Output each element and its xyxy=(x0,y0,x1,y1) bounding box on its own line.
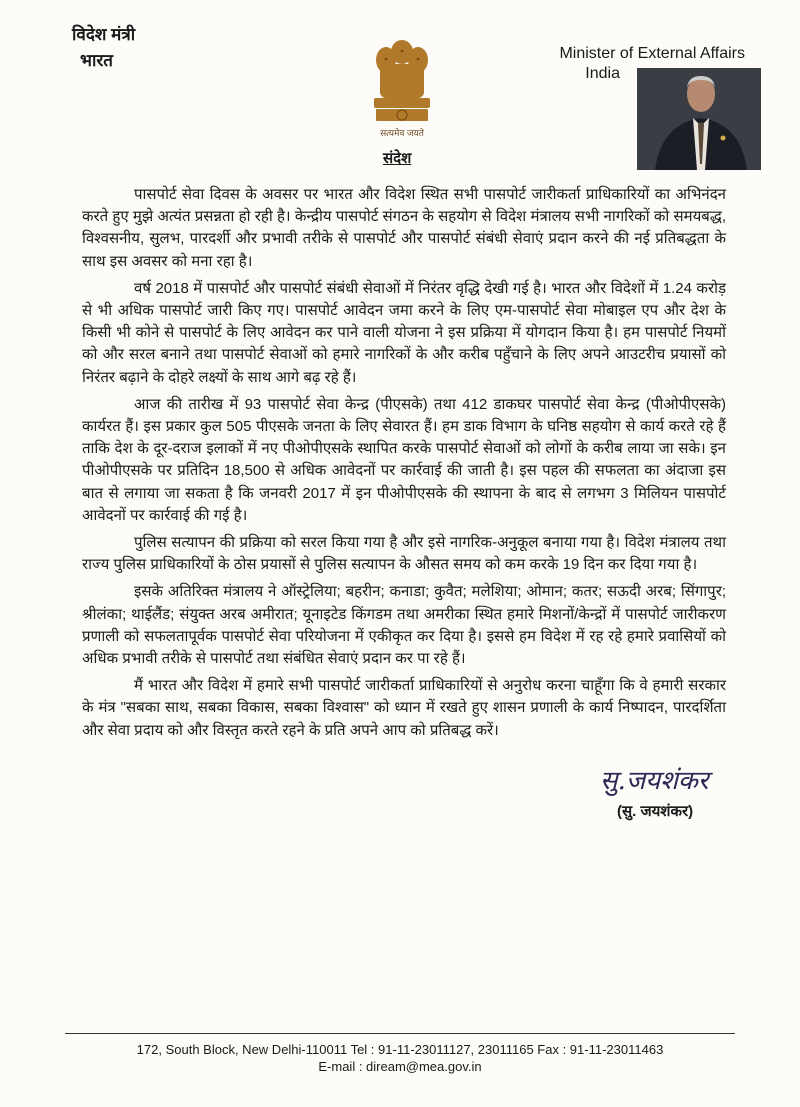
paragraph-4: पुलिस सत्यापन की प्रक्रिया को सरल किया गया है और इसे नागरिक-अनुकूल बनाया गया है। विदेश मंत्रालय तथा राज्य पुलिस प्राधिकारियों के ठोस प्रयासों से पुलिस सत्यापन के औसत समय को कम करके 19 दिन कर दिया गया है। xyxy=(82,534,726,574)
emblem-motto: सत्यमेव जयते xyxy=(380,128,424,138)
footer-email[interactable]: E-mail : diream@mea.gov.in xyxy=(318,1059,482,1074)
handwritten-signature: सु.जयशंकर xyxy=(600,765,709,796)
paragraph-6: मैं भारत और विदेश में हमारे सभी पासपोर्ट जारीकर्ता प्राधिकारियों से अनुरोध करना चाहूँगा कि वे हमारी सरकार के मंत्र "सबका साथ, सबका विकास, सबका विश्वास" को ध्यान में रखते हुए शासन प्रणाली के कार्य निष्पादन, पारदर्शिता और सेवा प्रदाय को और विस्तृत करते रहने के प्रति अपने आप को प्रतिबद्ध करें। xyxy=(82,677,726,739)
hindi-title-line2: भारत xyxy=(80,51,113,70)
hindi-title-line1: विदेश मंत्री xyxy=(72,25,136,44)
minister-photo xyxy=(637,68,761,170)
paragraph-3: आज की तारीख में 93 पासपोर्ट सेवा केन्द्र (पीएसके) तथा 412 डाकघर पासपोर्ट सेवा केन्द्र (पीओपीएसके) कार्यरत हैं। इस प्रकार कुल 505 पीएसके जनता के लिए सेवारत हैं। हम डाक विभाग के घनिष्ठ सहयोग से कार्य करते रहे हैं ताकि देश के दूर-दराज इलाकों में नए पीओपीएसके स्थापित करके पासपोर्ट सेवाओं को लोगों के करीब लाया जा सके। इन पीओपीएसके पर प्रतिदिन 18,500 से अधिक आवेदनों पर कार्रवाई की जाती है। इस पहल की सफलता का अंदाजा इस बात से लगाया जा सकता है कि जनवरी 2017 में इन पीओपीएसके की स्थापना के बाद से लगभग 3 मिलियन पासपोर्ट आवेदनों पर कार्रवाई की गई है। xyxy=(82,395,726,524)
english-title-line2: India xyxy=(585,65,620,82)
page-heading: संदेश xyxy=(383,150,412,167)
footer-address: 172, South Block, New Delhi-110011 Tel : 91-11-23011127, 23011165 Fax : 91-11-23011463 xyxy=(136,1042,664,1057)
paragraph-2: वर्ष 2018 में पासपोर्ट और पासपोर्ट संबंधी सेवाओं में निरंतर वृद्धि देखी गई है। भारत और विदेशों में 1.24 करोड़ से भी अधिक पासपोर्ट जारी किए गए। पासपोर्ट आवेदन जमा करने के लिए एम-पासपोर्ट सेवा मोबाइल एप और देश के किसी भी कोने से पासपोर्ट के लिए आवेदन कर पाने वाली योजना ने इस प्रक्रिया में योगदान किया है। हम पासपोर्ट नियमों को और सरल बनाने तथा पासपोर्ट सेवाओं को हमारे नागरिकों के और करीब पहुँचाने के लिए अपने आउटरीच प्रयासों को निरंतर बढ़ाने के दोहरे लक्ष्यों के साथ आगे बढ़ रहे हैं। xyxy=(82,279,726,386)
signatory-name: (सु. जयशंकर) xyxy=(617,802,694,820)
national-emblem xyxy=(362,34,442,146)
paragraph-1: पासपोर्ट सेवा दिवस के अवसर पर भारत और विदेश स्थित सभी पासपोर्ट जारीकर्ता प्राधिकारियों का अभिनंदन करते हुए मुझे अत्यंत प्रसन्नता हो रही है। केन्द्रीय पासपोर्ट संगठन के सहयोग से विदेश मंत्रालय सभी नागरिकों को समयबद्ध, विश्वसनीय, सुलभ, पारदर्शी और प्रभावी तरीके से पासपोर्ट और पासपोर्ट संबंधी सेवाएं प्रदान करने की नई प्रतिबद्धता के साथ इस अवसर को मना रहा है। xyxy=(82,186,726,270)
footer-divider xyxy=(65,1033,735,1034)
letter-body xyxy=(82,184,726,822)
hindi-title xyxy=(72,22,135,74)
signature-block xyxy=(600,766,740,822)
paragraph-5: इसके अतिरिक्त मंत्रालय ने ऑस्ट्रेलिया; बहरीन; कनाडा; कुवैत; मलेशिया; ओमान; कतर; सऊदी अरब; सिंगापुर; श्रीलंका; थाईलैंड; संयुक्त अरब अमीरात; यूनाइटेड किंगडम तथा अमरीका स्थित हमारे मिशनों/केन्द्रों में पासपोर्ट जारीकरण प्रणाली को सफलतापूर्वक पासपोर्ट सेवा परियोजना में एकीकृत कर दिया है। इससे हम विदेश में रह रहे हमारे प्रवासियों को अधिक प्रभावी तरीके से पासपोर्ट तथा संबंधित सेवाएं प्रदान कर पा रहे हैं। xyxy=(82,583,726,668)
footer xyxy=(0,1041,800,1075)
portrait-image xyxy=(637,68,761,170)
english-title-line1: Minister of External Affairs xyxy=(559,45,745,62)
